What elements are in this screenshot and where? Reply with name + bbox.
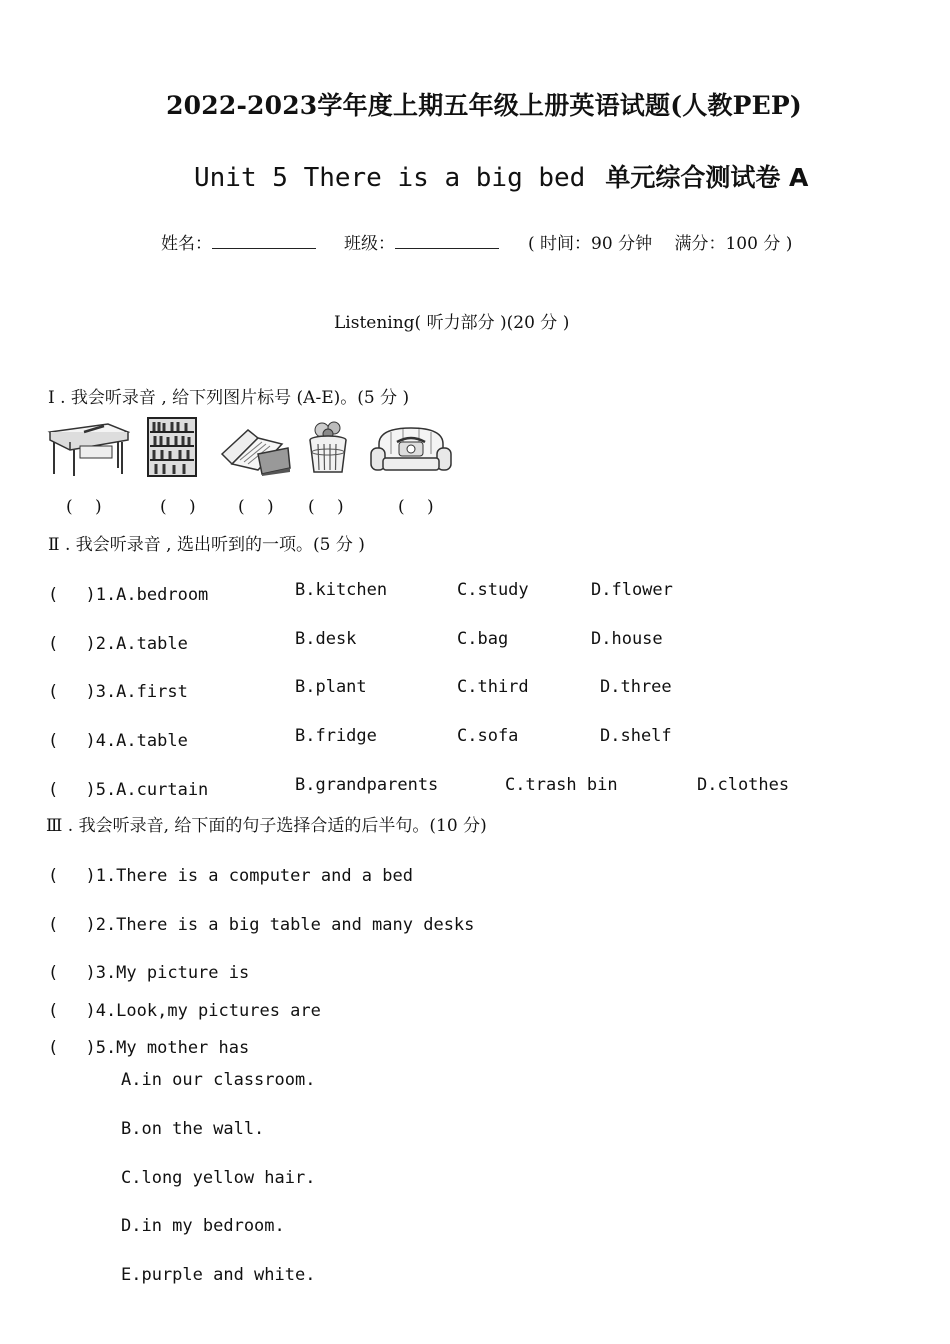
answer-bracket-1[interactable]: ( ) xyxy=(66,497,102,517)
s2-q4-c: C.sofa xyxy=(457,726,519,746)
title-line-2-en: Unit 5 There is a big bed xyxy=(194,163,586,193)
s3-item-5: ( )5.My mother has xyxy=(48,1038,250,1058)
s3-option-c: C.long yellow hair. xyxy=(121,1168,316,1188)
s2-q1-c: C.study xyxy=(457,580,529,600)
time-score: ( 时间：90 分钟 满分：100 分 ) xyxy=(528,234,793,254)
answer-bracket-3[interactable]: ( ) xyxy=(238,497,274,517)
s3-item-4: ( )4.Look,my pictures are xyxy=(48,1001,321,1021)
s3-option-e: E.purple and white. xyxy=(121,1265,316,1285)
s2-q5-a: ( )5.A.curtain xyxy=(48,780,209,800)
s2-q2-c: C.bag xyxy=(457,629,509,649)
desk-picture xyxy=(46,418,130,482)
answer-bracket-2[interactable]: ( ) xyxy=(160,497,196,517)
title-line-1: 2022-2023学年度上期五年级上册英语试题(人教PEP) xyxy=(166,91,802,120)
s2-q4-a: ( )4.A.table xyxy=(48,731,188,751)
section2-heading: Ⅱ . 我会听录音 , 选出听到的一项。(5 分 ) xyxy=(48,535,365,555)
s3-option-d: D.in my bedroom. xyxy=(121,1216,285,1236)
class-field xyxy=(344,229,499,254)
title-line-2-cn: 单元综合测试卷 A xyxy=(605,163,809,192)
class-label: 班级： xyxy=(344,234,395,254)
name-label: 姓名： xyxy=(161,234,212,254)
s3-option-a: A.in our classroom. xyxy=(121,1070,316,1090)
listening-heading: Listening( 听力部分 )(20 分 ) xyxy=(334,313,570,333)
s2-q5-c: C.trash bin xyxy=(505,775,618,795)
bookshelf-picture xyxy=(146,416,198,482)
s2-q2-b: B.desk xyxy=(295,629,357,649)
section3-heading: Ⅲ . 我会听录音, 给下面的句子选择合适的后半句。(10 分) xyxy=(46,816,487,836)
s2-q2-a: ( )2.A.table xyxy=(48,634,188,654)
answer-bracket-5[interactable]: ( ) xyxy=(398,497,434,517)
class-blank[interactable] xyxy=(395,232,499,249)
books-picture xyxy=(218,424,294,480)
section1-heading: Ⅰ . 我会听录音 , 给下列图片标号 (A-E)。(5 分 ) xyxy=(48,388,410,408)
s2-q1-b: B.kitchen xyxy=(295,580,388,600)
s3-item-3: ( )3.My picture is xyxy=(48,963,250,983)
s2-q5-b: B.grandparents xyxy=(295,775,439,795)
name-blank[interactable] xyxy=(212,232,316,249)
s3-item-1: ( )1.There is a computer and a bed xyxy=(48,866,413,886)
title-line-2 xyxy=(194,158,808,194)
answer-bracket-4[interactable]: ( ) xyxy=(308,497,344,517)
s2-q3-d: D.three xyxy=(600,677,672,697)
s2-q2-d: D.house xyxy=(591,629,663,649)
s3-option-b: B.on the wall. xyxy=(121,1119,265,1139)
s2-q3-a: ( )3.A.first xyxy=(48,682,188,702)
s2-q3-c: C.third xyxy=(457,677,529,697)
trash-bin-picture xyxy=(306,420,350,480)
s2-q4-b: B.fridge xyxy=(295,726,377,746)
s2-q1-d: D.flower xyxy=(591,580,673,600)
s3-item-2: ( )2.There is a big table and many desks xyxy=(48,915,475,935)
s2-q1-a: ( )1.A.bedroom xyxy=(48,585,209,605)
s2-q5-d: D.clothes xyxy=(697,775,790,795)
sofa-phone-picture xyxy=(369,424,453,480)
s2-q4-d: D.shelf xyxy=(600,726,672,746)
s2-q3-b: B.plant xyxy=(295,677,367,697)
name-field xyxy=(161,229,316,254)
